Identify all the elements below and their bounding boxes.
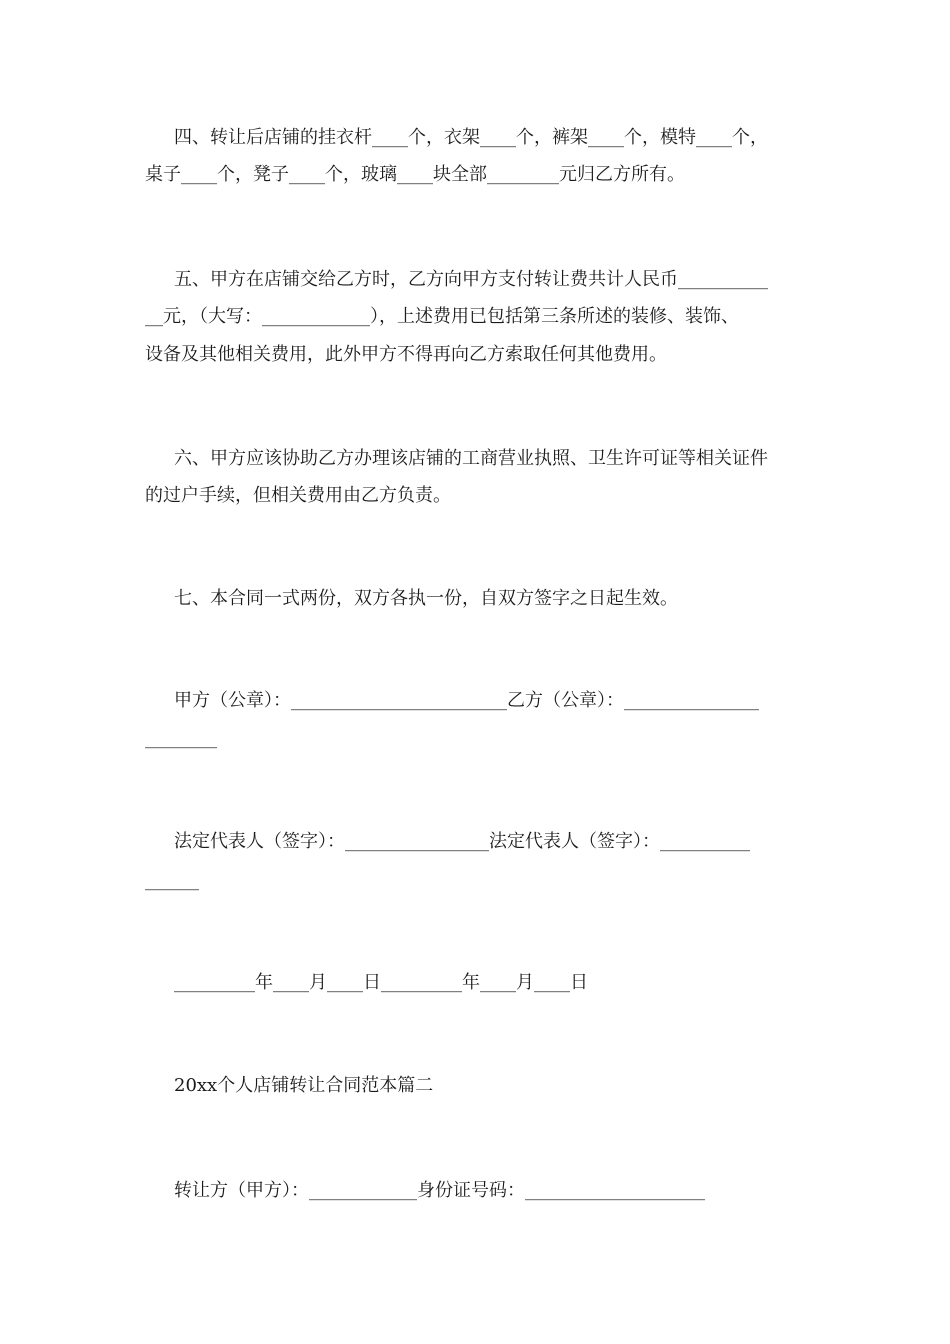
clause-4-line-1: 四、转让后店铺的挂衣杆____个，衣架____个，裤架____个，模特____个， — [174, 127, 768, 148]
legal-rep-line-2: ______ — [145, 870, 199, 891]
transferor-line: 转让方（甲方）：____________身份证号码：____________________ — [174, 1180, 705, 1201]
clause-5-line-3: 设备及其他相关费用，此外甲方不得再向乙方索取任何其他费用。 — [145, 344, 667, 365]
clause-5-line-2: __元，（大写：____________），上述费用已包括第三条所述的装修、装饰、 — [145, 306, 739, 327]
legal-rep-line-1: 法定代表人（签字）：________________法定代表人（签字）：__________ — [174, 831, 750, 852]
clause-4-line-2: 桌子____个，凳子____个，玻璃____块全部________元归乙方所有。 — [145, 164, 685, 185]
clause-6-line-2: 的过户手续，但相关费用由乙方负责。 — [145, 485, 451, 506]
seal-line-2: ________ — [145, 728, 217, 749]
clause-5-line-1: 五、甲方在店铺交给乙方时，乙方向甲方支付转让费共计人民币__________ — [174, 269, 768, 290]
seal-line-1: 甲方（公章）：________________________乙方（公章）：_______________ — [174, 690, 759, 711]
section-heading-2: 20xx个人店铺转让合同范本篇二 — [174, 1075, 434, 1096]
date-line: _________年____月____日_________年____月____日 — [174, 972, 588, 993]
clause-6-line-1: 六、甲方应该协助乙方办理该店铺的工商营业执照、卫生许可证等相关证件 — [174, 448, 768, 469]
clause-7-line-1: 七、本合同一式两份，双方各执一份，自双方签字之日起生效。 — [174, 588, 678, 609]
